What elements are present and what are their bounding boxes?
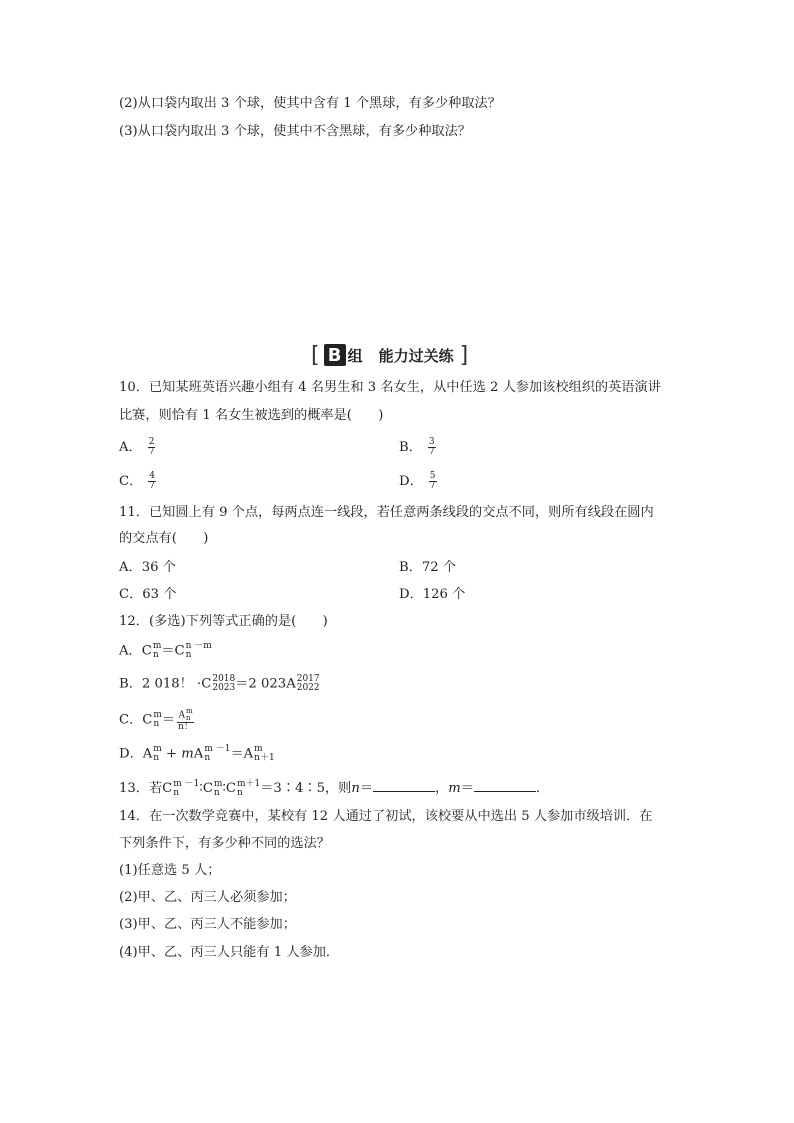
option-label: A．: [119, 643, 142, 659]
math-symbol: C: [225, 781, 236, 796]
question-13-ratio: ＝3∶4∶5，则: [260, 781, 352, 796]
math-symbol: C: [142, 712, 153, 728]
question-12-stem: 12．(多选)下列等式正确的是( ): [119, 614, 328, 629]
subscript: 2023: [212, 683, 236, 693]
question-10-line1: 10．已知某班英语兴趣小组有 4 名男生和 3 名女生，从中任选 2 人参加该校组织的英语演讲: [119, 380, 661, 395]
question-13: [119, 779, 549, 798]
sub-super: [237, 780, 260, 798]
ratio-colon: ∶: [199, 781, 203, 796]
superscript: n －m: [185, 641, 212, 651]
sub-super: [186, 642, 212, 660]
superscript: m: [254, 744, 263, 754]
sub-super: [153, 745, 162, 763]
superscript: m: [185, 707, 193, 715]
subscript: n: [204, 753, 211, 763]
period: ．: [535, 781, 550, 796]
option-a: [119, 438, 155, 457]
fraction-denominator: 7: [148, 447, 155, 457]
equals: ＝: [460, 781, 474, 796]
subscript: n: [173, 787, 180, 798]
section-header: [311, 340, 468, 370]
fraction-denominator: n！: [178, 722, 193, 732]
superscript: m －1: [204, 744, 231, 754]
equals: ＝: [161, 712, 176, 728]
math-operator: +: [161, 746, 182, 762]
option-label: B．: [399, 440, 422, 455]
option-d: [399, 472, 437, 491]
fraction-numerator: 3: [428, 437, 435, 447]
question-14-line2: 下列条件下，有多少种不同的选法？: [119, 836, 330, 851]
option-d: [119, 745, 275, 764]
math-text: 2 018！: [141, 676, 193, 692]
math-symbol: A: [243, 746, 254, 762]
option-label: C．: [119, 474, 143, 489]
ratio-colon: ∶: [222, 781, 226, 796]
math-symbol: A: [193, 746, 204, 762]
option-label: D．: [119, 746, 143, 762]
fraction: [428, 438, 436, 457]
math-symbol: C: [141, 643, 152, 659]
math-symbol: C: [162, 781, 173, 796]
math-symbol: A: [142, 746, 153, 762]
question-14-line1: 14．在一次数学竞赛中，某校有 12 人通过了初试，该校要从中选出 5 人参加市级培训．在: [119, 809, 653, 824]
math-text: ＝2 023: [235, 676, 287, 692]
question-14-item-4: (4)甲、乙、丙三人只能有 1 人参加．: [119, 945, 340, 960]
fraction-numerator: [177, 708, 193, 723]
fraction: [148, 438, 156, 457]
question-14-item-1: (1)任意选 5 人；: [119, 863, 221, 878]
fraction-numerator: 4: [149, 471, 156, 481]
fraction-denominator: 7: [428, 447, 435, 457]
option-label: B．: [119, 676, 142, 692]
math-symbol: A: [178, 710, 185, 721]
sub-super: [254, 745, 275, 763]
question-14-item-2: (2)甲、乙、丙三人必须参加；: [119, 890, 296, 905]
group-badge: B: [324, 344, 346, 366]
option-c: C．63 个: [119, 587, 177, 602]
superscript: m: [153, 710, 162, 720]
subscript: n＋1: [254, 753, 275, 763]
subscript: n: [153, 719, 160, 729]
close-bracket: ]: [459, 342, 469, 368]
option-label: A．: [119, 440, 142, 455]
subscript: n: [153, 753, 160, 763]
question-3-text: (3)从口袋内取出 3 个球，使其中不含黑球，有多少种取法？: [119, 124, 471, 139]
fraction: [177, 708, 194, 732]
separator: ，: [435, 781, 449, 796]
question-2-text: (2)从口袋内取出 3 个球，使其中含有 1 个黑球，有多少种取法？: [119, 96, 501, 111]
sub-super: [204, 745, 230, 763]
math-symbol: A: [286, 676, 296, 692]
option-c: [119, 708, 194, 732]
section-title: 能力过关练: [378, 346, 454, 365]
subscript: n: [185, 714, 191, 722]
math-dot: ·: [197, 676, 202, 692]
question-13-prefix: 13．若: [119, 781, 163, 796]
fraction-denominator: 7: [429, 481, 436, 491]
superscript: 2018: [212, 674, 236, 684]
option-b: [399, 438, 436, 457]
sub-super: [173, 780, 199, 798]
math-symbol: C: [201, 676, 212, 692]
option-b: B．72 个: [399, 560, 457, 575]
option-label: D．: [399, 474, 423, 489]
superscript: m: [213, 778, 223, 789]
option-label: C．: [119, 712, 143, 728]
fraction-denominator: 7: [149, 481, 156, 491]
subscript: n: [213, 787, 220, 798]
group-label: 组: [347, 346, 363, 365]
superscript: m: [153, 744, 162, 754]
fraction-numerator: 2: [148, 437, 155, 447]
fraction: [429, 472, 437, 491]
option-d: D．126 个: [399, 587, 466, 602]
option-b: [119, 675, 320, 694]
open-bracket: [: [311, 342, 320, 368]
option-a: [119, 642, 212, 661]
option-c: [119, 472, 156, 491]
subscript: n: [185, 650, 192, 660]
superscript: m －1: [173, 778, 200, 789]
superscript: m: [152, 641, 162, 651]
question-10-line2: 比赛，则恰有 1 名女生被选到的概率是( ): [119, 408, 384, 423]
subscript: 2022: [296, 683, 320, 693]
fraction: [148, 472, 156, 491]
math-variable: n: [351, 781, 360, 796]
question-11-line1: 11．已知圆上有 9 个点，每两点连一线段，若任意两条线段的交点不同，则所有线段在圆内: [119, 505, 654, 520]
answer-blank-m[interactable]: [474, 779, 536, 792]
math-variable: m: [181, 746, 194, 762]
superscript: 2017: [296, 674, 320, 684]
math-symbol: C: [202, 781, 213, 796]
subscript: n: [152, 650, 159, 660]
math-symbol: C: [174, 643, 185, 659]
question-11-line2: 的交点有( ): [119, 531, 209, 546]
sub-super: [297, 675, 320, 693]
math-variable: m: [448, 781, 461, 796]
question-14-item-3: (3)甲、乙、丙三人不能参加；: [119, 917, 296, 932]
answer-blank-n[interactable]: [373, 779, 435, 792]
equals: ＝: [230, 746, 244, 762]
superscript: m＋1: [236, 778, 261, 789]
subscript: n: [236, 787, 243, 798]
option-a: A．36 个: [119, 560, 176, 575]
sub-super: [212, 675, 235, 693]
sub-super: [186, 708, 193, 722]
fraction-numerator: 5: [429, 471, 436, 481]
equals: ＝: [161, 643, 175, 659]
equals: ＝: [359, 781, 374, 796]
sub-super: [153, 711, 162, 729]
